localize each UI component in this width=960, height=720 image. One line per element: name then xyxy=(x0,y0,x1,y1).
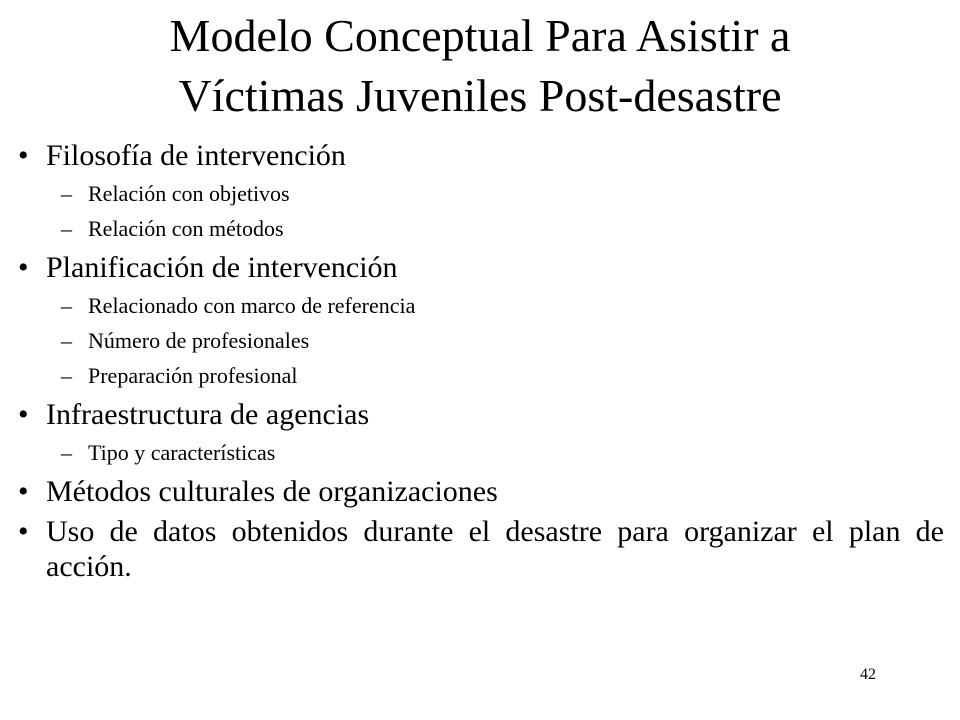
bullet-item xyxy=(0,397,960,432)
sub-bullet-text: Relacionado con marco de referencia xyxy=(88,293,416,318)
slide-number: 42 xyxy=(860,666,876,683)
sub-bullet-text: Preparación profesional xyxy=(88,363,298,388)
bullet-list xyxy=(0,138,960,589)
dash-marker: – xyxy=(61,328,72,353)
bullet-text: Infraestructura de agencias xyxy=(46,398,370,431)
bullet-text: Filosofía de intervención xyxy=(46,139,346,172)
bullet-marker: • xyxy=(18,515,29,548)
bullet-text: Métodos culturales de organizaciones xyxy=(46,475,498,508)
bullet-item xyxy=(0,474,960,509)
dash-marker: – xyxy=(61,181,72,206)
bullet-marker: • xyxy=(18,475,29,508)
dash-marker: – xyxy=(61,293,72,318)
title-line-1: Modelo Conceptual Para Asistir a xyxy=(169,10,791,61)
sub-bullet-text: Número de profesionales xyxy=(88,328,310,353)
bullet-text: Planificación de intervención xyxy=(46,251,398,284)
dash-marker: – xyxy=(61,363,72,388)
sub-bullet-item xyxy=(0,180,960,208)
sub-bullet-text: Relación con objetivos xyxy=(88,181,290,206)
sub-bullet-item xyxy=(0,362,960,390)
bullet-marker: • xyxy=(18,251,29,284)
bullet-item xyxy=(0,138,960,173)
sub-bullet-text: Relación con métodos xyxy=(88,216,284,241)
bullet-item xyxy=(0,514,960,584)
sub-bullet-item xyxy=(0,292,960,320)
bullet-marker: • xyxy=(18,398,29,431)
sub-bullet-item xyxy=(0,439,960,467)
slide-title xyxy=(40,6,920,126)
sub-bullet-item xyxy=(0,327,960,355)
dash-marker: – xyxy=(61,440,72,465)
bullet-text: Uso de datos obtenidos durante el desastre para organizar el plan de acción. xyxy=(46,515,944,583)
bullet-marker: • xyxy=(18,139,29,172)
title-line-2: Víctimas Juveniles Post-desastre xyxy=(178,70,782,121)
sub-bullet-item xyxy=(0,215,960,243)
sub-bullet-text: Tipo y características xyxy=(88,440,276,465)
dash-marker: – xyxy=(61,216,72,241)
bullet-item xyxy=(0,250,960,285)
